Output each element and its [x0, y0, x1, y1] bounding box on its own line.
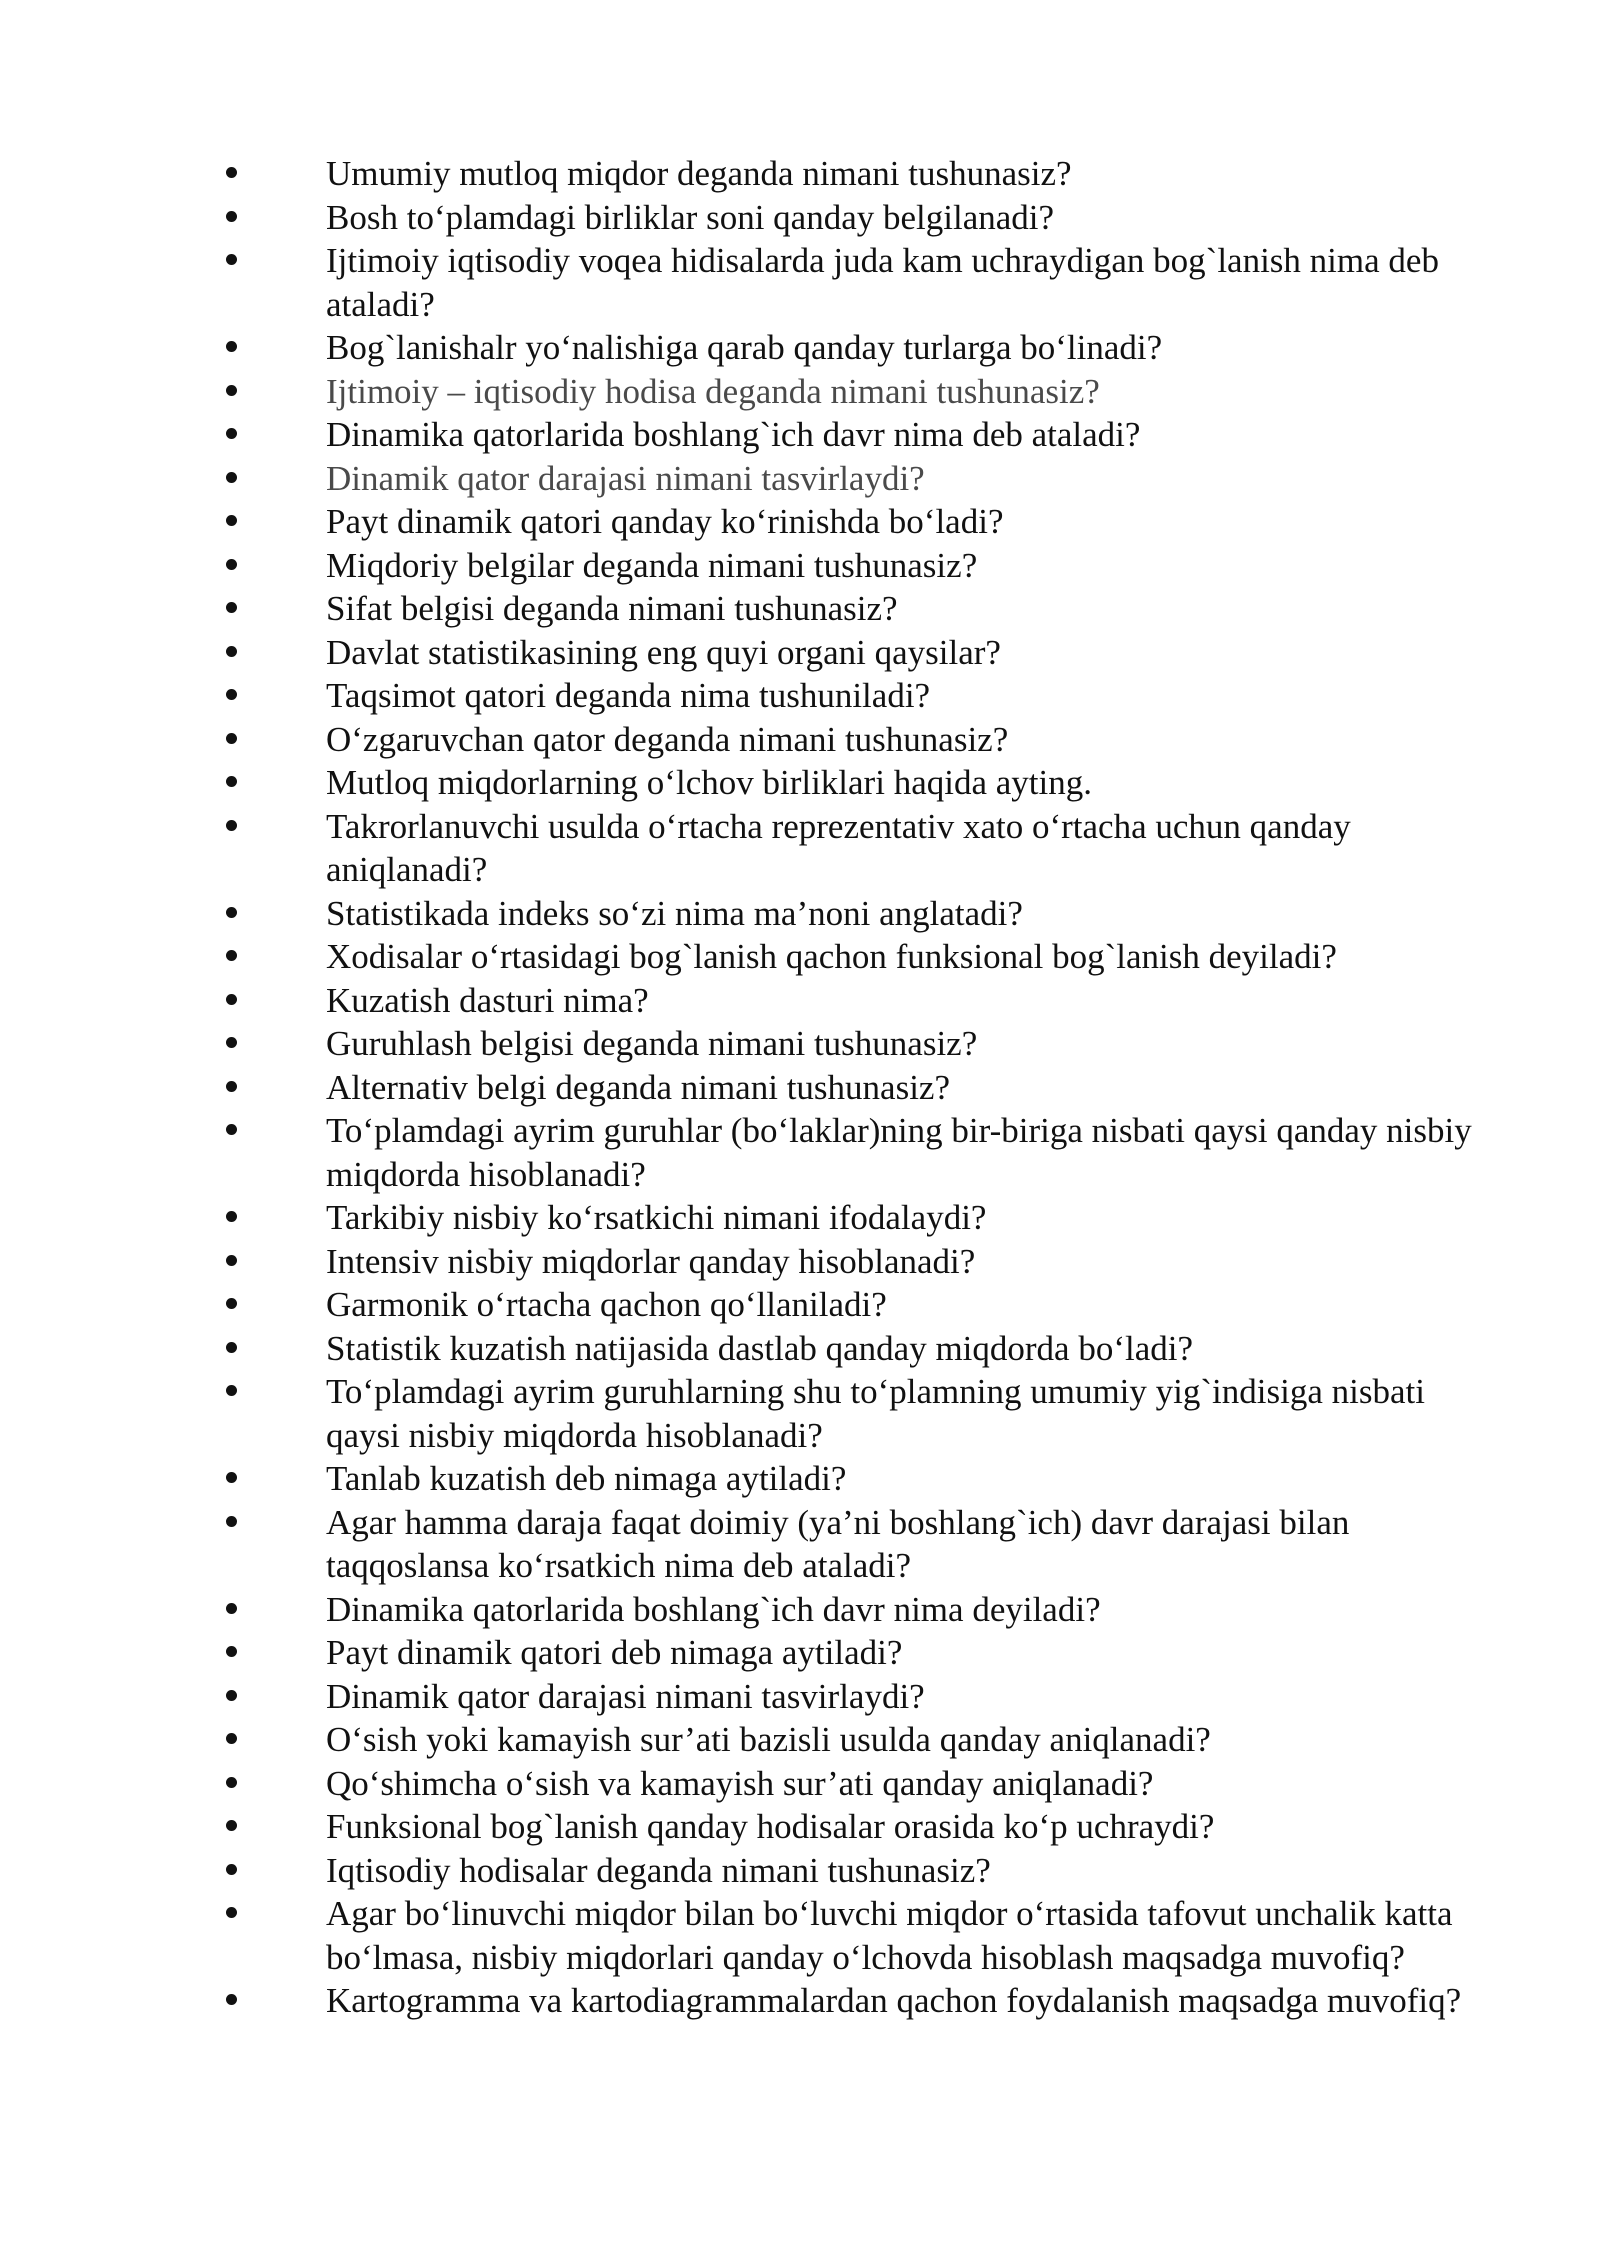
bullet-icon: [226, 1211, 237, 1222]
bullet-icon: [226, 776, 237, 787]
bullet-icon: [226, 1733, 237, 1744]
bullet-icon: [226, 602, 237, 613]
list-item: [226, 1283, 1496, 1327]
question-text: Xodisalar o‘rtasidagi bog`lanish qachon funksional bog`lanish deyiladi?: [326, 937, 1337, 976]
question-text: Alternativ belgi deganda nimani tushunasiz?: [326, 1067, 950, 1107]
list-item: [226, 1675, 1496, 1719]
list-item: [226, 674, 1496, 718]
bullet-icon: [226, 1385, 237, 1396]
list-item: [226, 805, 1496, 892]
list-item: [226, 326, 1496, 370]
question-text: Statistik kuzatish natijasida dastlab qanday miqdorda bo‘ladi?: [326, 1328, 1194, 1368]
list-item: [226, 1805, 1496, 1849]
list-item: [226, 370, 1496, 414]
question-text: Iqtisodiy hodisalar deganda nimani tushunasiz?: [326, 1850, 991, 1890]
list-item: [226, 239, 1496, 326]
list-item: [226, 1240, 1496, 1284]
bullet-icon: [226, 1037, 237, 1048]
question-text: Tanlab kuzatish deb nimaga aytiladi?: [326, 1459, 847, 1498]
question-text: Bog`lanishalr yo‘nalishiga qarab qanday turlarga bo‘linadi?: [326, 328, 1163, 367]
list-item: [226, 196, 1496, 240]
bullet-icon: [226, 1081, 237, 1092]
bullet-icon: [226, 472, 237, 483]
question-text: Payt dinamik qatori qanday ko‘rinishda bo‘ladi?: [326, 502, 1004, 541]
bullet-icon: [226, 515, 237, 526]
question-text: Funksional bog`lanish qanday hodisalar orasida ko‘p uchraydi?: [326, 1807, 1215, 1846]
bullet-icon: [226, 1907, 237, 1918]
question-text: Kartogramma va kartodiagrammalardan qachon foydalanish maqsadga muvofiq?: [326, 1981, 1462, 2020]
question-text: Mutloq miqdorlarning o‘lchov birliklari haqida ayting.: [326, 763, 1092, 802]
list-item: [226, 1457, 1496, 1501]
question-text: Qo‘shimcha o‘sish va kamayish sur’ati qanday aniqlanadi?: [326, 1763, 1154, 1803]
list-item: [226, 1022, 1496, 1066]
bullet-icon: [226, 385, 237, 396]
bullet-icon: [226, 1820, 237, 1831]
question-text: Kuzatish dasturi nima?: [326, 980, 649, 1020]
list-item: [226, 1501, 1496, 1588]
bullet-icon: [226, 1255, 237, 1266]
list-item: [226, 1196, 1496, 1240]
list-item: [226, 979, 1496, 1023]
bullet-icon: [226, 1690, 237, 1701]
list-item: [226, 544, 1496, 588]
bullet-icon: [226, 428, 237, 439]
list-item: [226, 1066, 1496, 1110]
bullet-icon: [226, 646, 237, 657]
bullet-icon: [226, 254, 237, 265]
list-item: [226, 1109, 1496, 1196]
bullet-icon: [226, 1864, 237, 1875]
question-text: To‘plamdagi ayrim guruhlar (bo‘laklar)ning bir-biriga nisbati qaysi qanday nisbiy miqdorda hisoblanadi?: [326, 1111, 1472, 1194]
bullet-icon: [226, 559, 237, 570]
list-item: [226, 1979, 1496, 2023]
question-text: Ijtimoiy – iqtisodiy hodisa deganda nimani tushunasiz?: [326, 371, 1100, 411]
list-item: [226, 631, 1496, 675]
question-text: Guruhlash belgisi deganda nimani tushunasiz?: [326, 1024, 978, 1063]
bullet-icon: [226, 1472, 237, 1483]
bullet-icon: [226, 1603, 237, 1614]
bullet-icon: [226, 1646, 237, 1657]
question-text: O‘zgaruvchan qator deganda nimani tushunasiz?: [326, 719, 1009, 759]
question-text: Ijtimoiy iqtisodiy voqea hidisalarda juda kam uchraydigan bog`lanish nima deb ataladi?: [326, 241, 1439, 324]
question-text: Takrorlanuvchi usulda o‘rtacha reprezentativ xato o‘rtacha uchun qanday aniqlanadi?: [326, 806, 1351, 889]
bullet-icon: [226, 733, 237, 744]
bullet-icon: [226, 1342, 237, 1353]
list-item: [226, 413, 1496, 457]
list-item: [226, 718, 1496, 762]
question-text: Agar bo‘linuvchi miqdor bilan bo‘luvchi miqdor o‘rtasida tafovut unchalik katta bo‘lmasa, nisbiy miqdorlari qanday o‘lchovda hisoblash maqsadga muvofiq?: [326, 1894, 1453, 1977]
bullet-icon: [226, 1994, 237, 2005]
bullet-icon: [226, 689, 237, 700]
question-text: To‘plamdagi ayrim guruhlarning shu to‘plamning umumiy yig`indisiga nisbati qaysi nisbiy miqdorda hisoblanadi?: [326, 1372, 1425, 1455]
question-text: Dinamik qator darajasi nimani tasvirlaydi?: [326, 458, 925, 498]
question-text: Dinamika qatorlarida boshlang`ich davr nima deyiladi?: [326, 1589, 1101, 1629]
bullet-icon: [226, 1298, 237, 1309]
question-text: Payt dinamik qatori deb nimaga aytiladi?: [326, 1633, 903, 1672]
bullet-icon: [226, 820, 237, 831]
list-item: [226, 761, 1496, 805]
question-text: Davlat statistikasining eng quyi organi qaysilar?: [326, 632, 1001, 672]
list-item: [226, 935, 1496, 979]
list-item: [226, 152, 1496, 196]
question-text: Intensiv nisbiy miqdorlar qanday hisoblanadi?: [326, 1241, 976, 1281]
bullet-icon: [226, 341, 237, 352]
bullet-icon: [226, 1516, 237, 1527]
bullet-icon: [226, 950, 237, 961]
question-text: Taqsimot qatori deganda nima tushuniladi?: [326, 676, 931, 715]
question-text: Dinamika qatorlarida boshlang`ich davr nima deb ataladi?: [326, 415, 1141, 454]
list-item: [226, 1327, 1496, 1371]
bullet-icon: [226, 1124, 237, 1135]
list-item: [226, 457, 1496, 501]
list-item: [226, 500, 1496, 544]
question-text: Miqdoriy belgilar deganda nimani tushunasiz?: [326, 545, 978, 585]
list-item: [226, 1762, 1496, 1806]
bullet-icon: [226, 211, 237, 222]
question-text: Tarkibiy nisbiy ko‘rsatkichi nimani ifodalaydi?: [326, 1198, 987, 1237]
bullet-icon: [226, 994, 237, 1005]
list-item: [226, 892, 1496, 936]
question-text: Bosh to‘plamdagi birliklar soni qanday belgilanadi?: [326, 197, 1055, 237]
question-text: O‘sish yoki kamayish sur’ati bazisli usulda qanday aniqlanadi?: [326, 1720, 1211, 1759]
bullet-icon: [226, 1777, 237, 1788]
question-text: Sifat belgisi deganda nimani tushunasiz?: [326, 589, 898, 628]
question-text: Garmonik o‘rtacha qachon qo‘llaniladi?: [326, 1285, 887, 1324]
list-item: [226, 1892, 1496, 1979]
list-item: [226, 1588, 1496, 1632]
list-item: [226, 1370, 1496, 1457]
question-text: Agar hamma daraja faqat doimiy (ya’ni boshlang`ich) davr darajasi bilan taqqoslansa ko‘rsatkich nima deb ataladi?: [326, 1502, 1350, 1585]
question-text: Umumiy mutloq miqdor deganda nimani tushunasiz?: [326, 154, 1072, 193]
bullet-icon: [226, 167, 237, 178]
question-text: Dinamik qator darajasi nimani tasvirlaydi?: [326, 1676, 925, 1716]
list-item: [226, 587, 1496, 631]
question-list: [226, 152, 1496, 2023]
list-item: [226, 1631, 1496, 1675]
question-text: Statistikada indeks so‘zi nima ma’noni anglatadi?: [326, 893, 1023, 933]
list-item: [226, 1849, 1496, 1893]
list-item: [226, 1718, 1496, 1762]
bullet-icon: [226, 907, 237, 918]
